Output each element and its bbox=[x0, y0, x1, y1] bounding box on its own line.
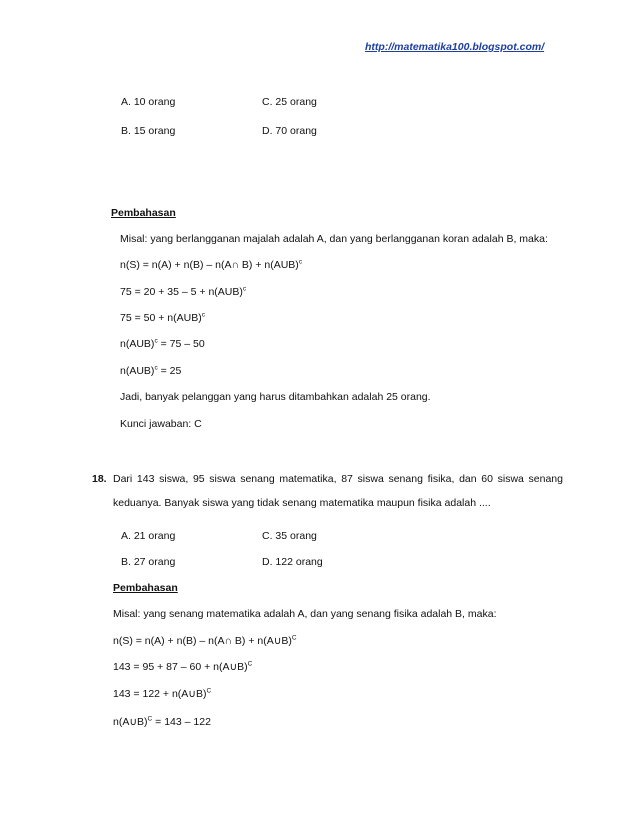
q17-equation-4 bbox=[120, 338, 205, 350]
q18-equation-4-text: n(A∪B) bbox=[113, 716, 148, 728]
q17-equation-3-text: 75 = 50 + n(AUB) bbox=[120, 312, 202, 324]
q18-equation-1-text: n(S) = n(A) + n(B) – n(A∩ B) + n(A∪B) bbox=[113, 635, 292, 647]
q17-equation-3-sup: c bbox=[201, 311, 205, 319]
q18-option-c: C. 35 orang bbox=[262, 530, 317, 542]
q17-pembahasan-title: Pembahasan bbox=[111, 207, 176, 219]
q17-equation-1 bbox=[120, 259, 302, 271]
q17-solution-line1: Misal: yang berlangganan majalah adalah A, dan yang berlangganan koran adalah B, maka: bbox=[120, 233, 548, 245]
q18-pembahasan-title: Pembahasan bbox=[113, 582, 178, 594]
q17-equation-1-sup: c bbox=[298, 258, 303, 266]
q17-equation-5-rhs: = 25 bbox=[157, 365, 182, 377]
q18-equation-2-text: 143 = 95 + 87 – 60 + n(A∪B) bbox=[113, 661, 248, 673]
q18-option-b: B. 27 orang bbox=[121, 556, 176, 568]
q17-option-b: B. 15 orang bbox=[121, 125, 176, 137]
q17-option-a: A. 10 orang bbox=[121, 96, 176, 108]
q18-equation-2-sup: C bbox=[247, 660, 253, 668]
q17-equation-5-sup: c bbox=[154, 364, 158, 372]
q17-equation-2 bbox=[120, 286, 246, 298]
q17-equation-5 bbox=[120, 365, 181, 377]
q18-question-line2: keduanya. Banyak siswa yang tidak senang matematika maupun fisika adalah .... bbox=[113, 497, 491, 509]
q17-answer-key: Kunci jawaban: C bbox=[120, 418, 202, 430]
q18-equation-4-rhs: = 143 – 122 bbox=[152, 716, 211, 728]
q18-number: 18. bbox=[92, 473, 107, 485]
q18-option-d: D. 122 orang bbox=[262, 556, 323, 568]
q17-equation-4-sup: c bbox=[154, 337, 158, 345]
q17-equation-5-text: n(AUB) bbox=[120, 365, 155, 377]
q18-equation-4-sup: C bbox=[147, 715, 153, 723]
q18-equation-1 bbox=[113, 635, 297, 647]
q18-equation-2 bbox=[113, 661, 252, 673]
q17-equation-4-text: n(AUB) bbox=[120, 338, 155, 350]
q18-option-a: A. 21 orang bbox=[121, 530, 176, 542]
q18-equation-3 bbox=[113, 688, 211, 700]
q18-equation-3-sup: C bbox=[206, 687, 212, 695]
q17-equation-4-rhs: = 75 – 50 bbox=[157, 338, 205, 350]
q17-equation-3 bbox=[120, 312, 205, 324]
q18-equation-3-text: 143 = 122 + n(A∪B) bbox=[113, 688, 207, 700]
q17-equation-1-text: n(S) = n(A) + n(B) – n(A∩ B) + n(AUB) bbox=[120, 259, 299, 271]
q17-option-d: D. 70 orang bbox=[262, 125, 317, 137]
q17-equation-2-text: 75 = 20 + 35 – 5 + n(AUB) bbox=[120, 286, 243, 298]
q18-equation-4 bbox=[113, 716, 211, 728]
q17-equation-2-sup: c bbox=[242, 285, 247, 293]
q18-solution-line1: Misal: yang senang matematika adalah A, dan yang senang fisika adalah B, maka: bbox=[113, 608, 497, 620]
q18-equation-1-sup: C bbox=[291, 634, 297, 642]
header-url-link[interactable]: http://matematika100.blogspot.com/ bbox=[365, 41, 545, 53]
q18-question-line1: Dari 143 siswa, 95 siswa senang matematika, 87 siswa senang fisika, dan 60 siswa senang bbox=[113, 473, 563, 485]
q17-option-c: C. 25 orang bbox=[262, 96, 317, 108]
q17-conclusion: Jadi, banyak pelanggan yang harus ditambahkan adalah 25 orang. bbox=[120, 391, 431, 403]
